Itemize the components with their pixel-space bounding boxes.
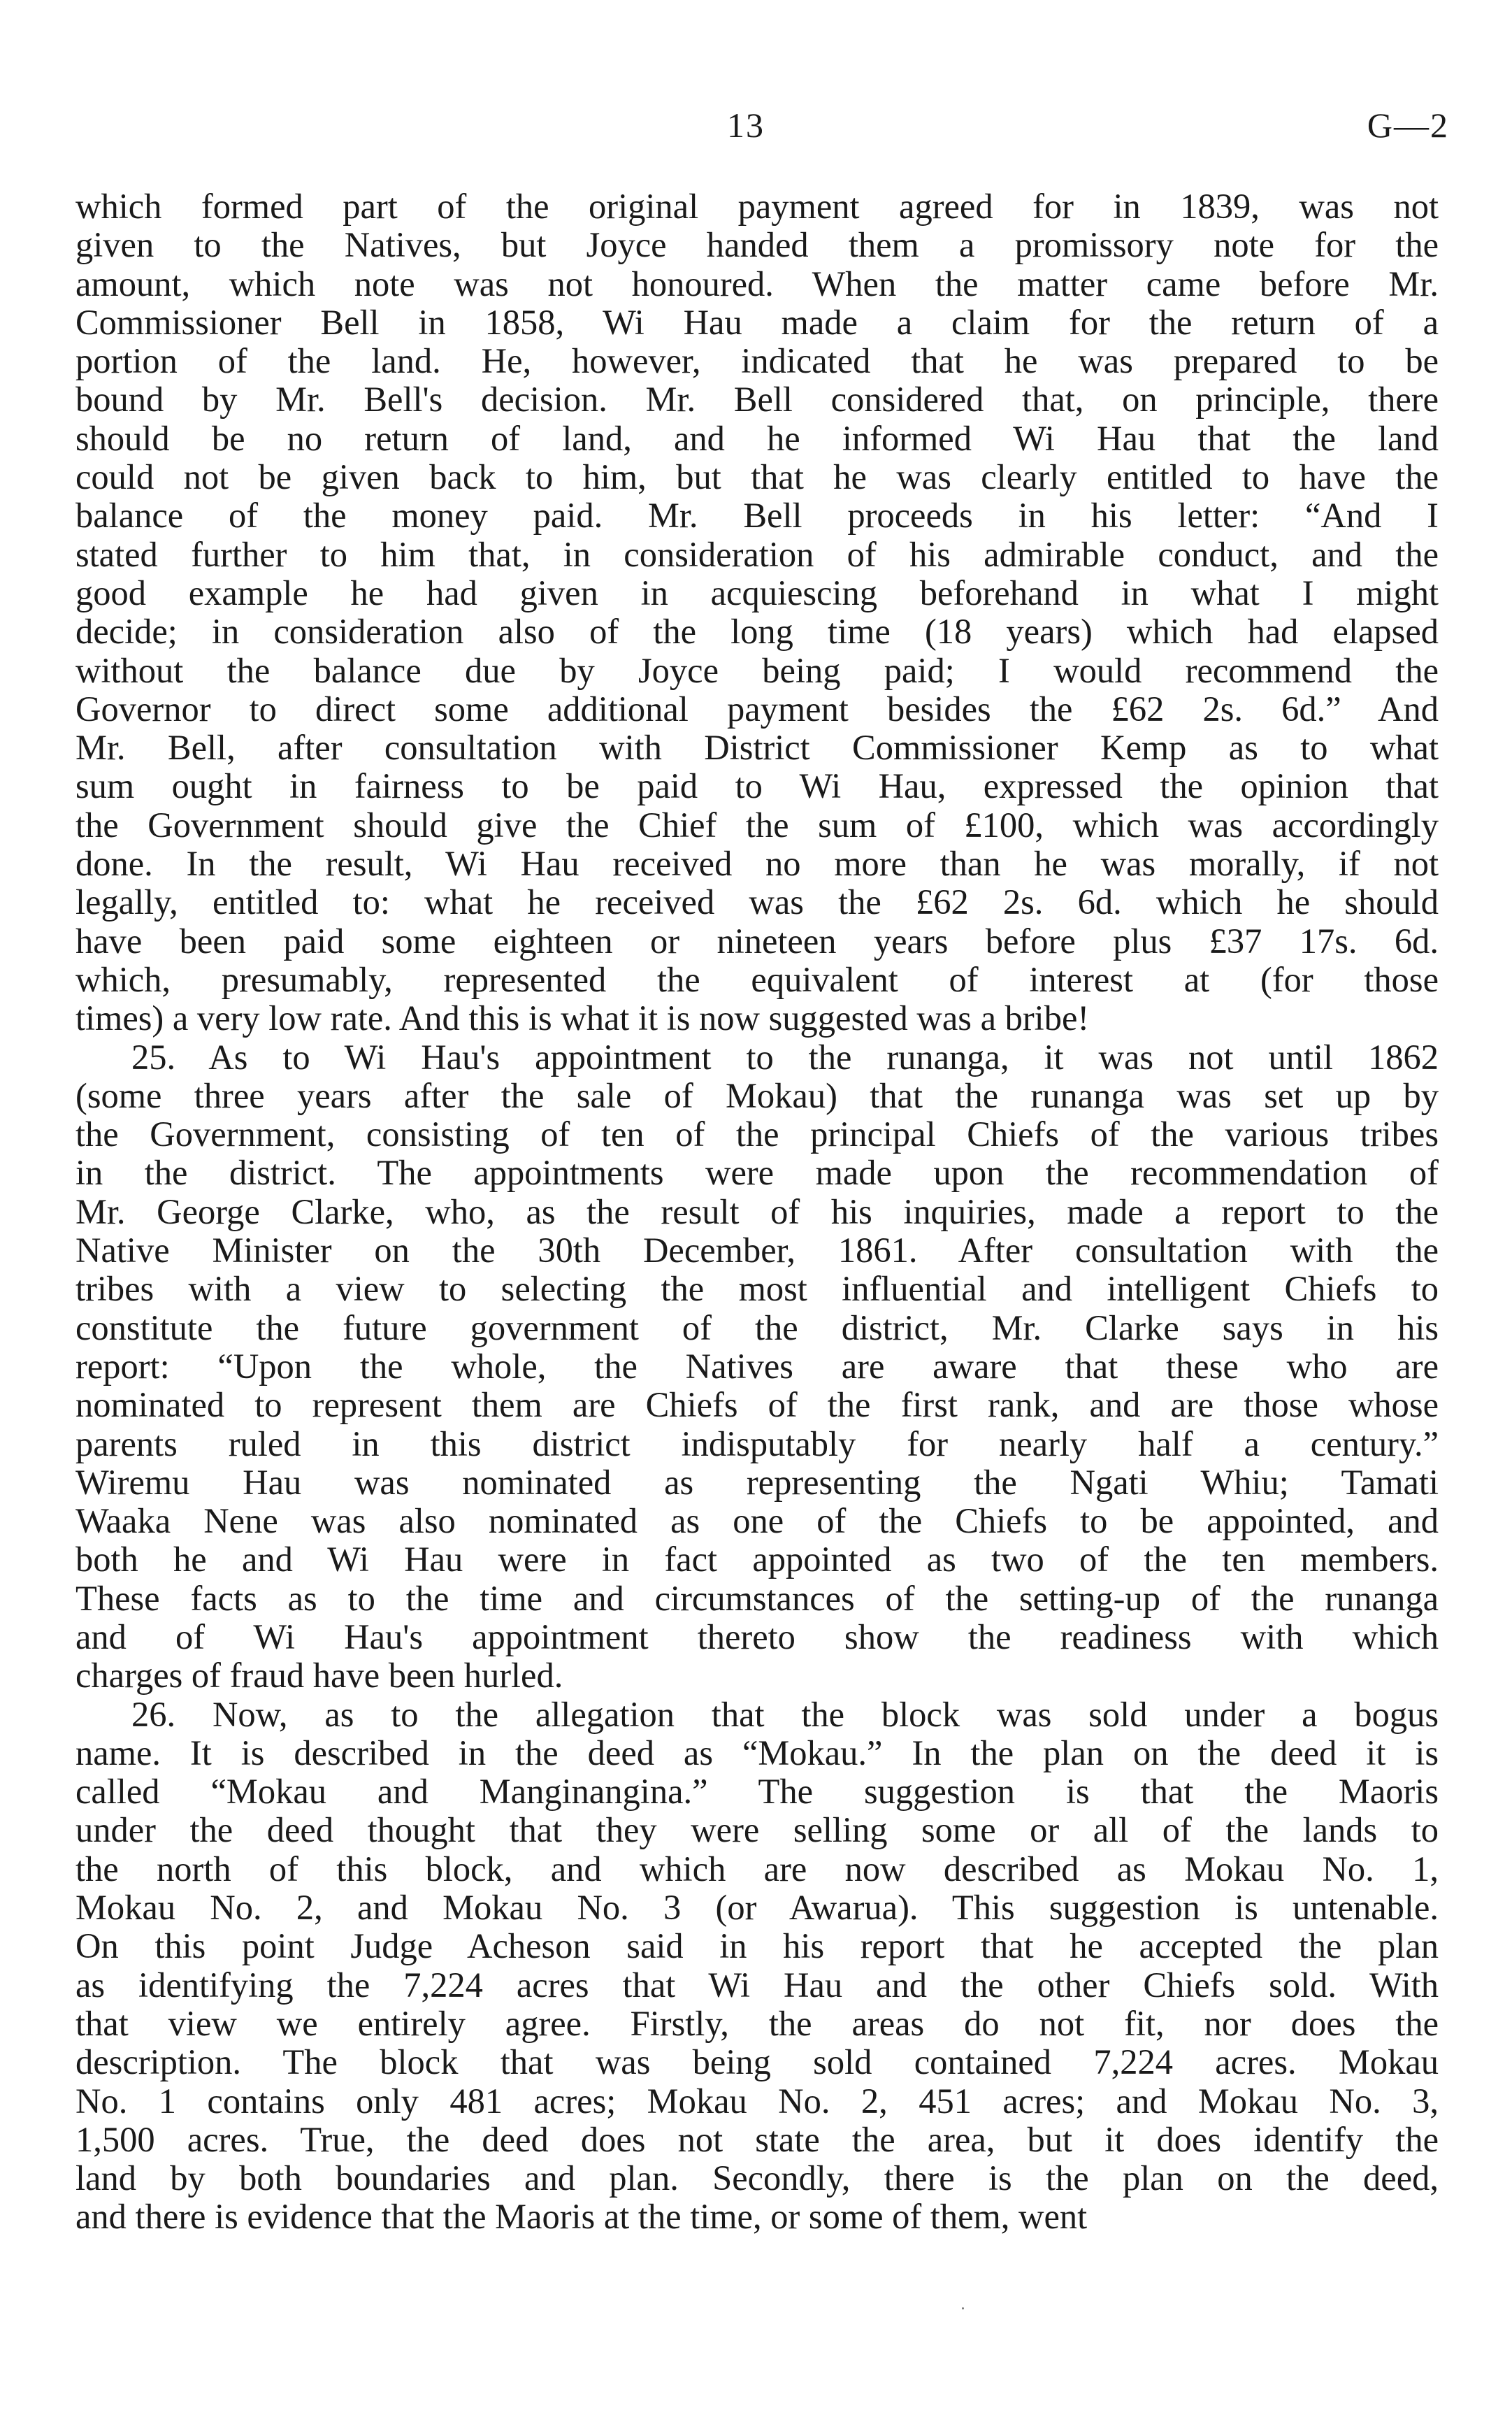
text-line: under the deed thought that they were selling some or all of the lands to: [75, 1811, 1439, 1850]
text-line: Mr. George Clarke, who, as the result of his inquiries, made a report to the: [75, 1192, 1439, 1231]
text-line: (some three years after the sale of Mokau) that the runanga was set up by: [75, 1076, 1439, 1115]
text-line: Mr. Bell, after consultation with District Commissioner Kemp as to what: [75, 729, 1439, 768]
text-line: constitute the future government of the district, Mr. Clarke says in his: [75, 1308, 1439, 1347]
text-line: tribes with a view to selecting the most influential and intelligent Chiefs to: [75, 1270, 1439, 1309]
text-line: times) a very low rate. And this is what it is now suggested was a bribe!: [75, 999, 1090, 1038]
text-line: 1,500 acres. True, the deed does not state the area, but it does identify the: [75, 2120, 1439, 2159]
text-line: On this point Judge Acheson said in his report that he accepted the plan: [75, 1927, 1439, 1966]
text-line: bound by Mr. Bell's decision. Mr. Bell considered that, on principle, there: [75, 380, 1439, 420]
text-line: balance of the money paid. Mr. Bell proceeds in his letter: “And I: [75, 496, 1439, 536]
text-line: Governor to direct some additional payment besides the £62 2s. 6d.” And: [75, 689, 1439, 729]
page-header: [0, 105, 1512, 154]
text-line: No. 1 contains only 481 acres; Mokau No. 2, 451 acres; and Mokau No. 3,: [75, 2081, 1439, 2121]
text-line: have been paid some eighteen or nineteen years before plus £37 17s. 6d.: [75, 922, 1439, 961]
paragraph: [75, 187, 1439, 1038]
text-line: that view we entirely agree. Firstly, the areas do not fit, nor does the: [75, 2004, 1439, 2043]
text-line: 26. Now, as to the allegation that the block was sold under a bogus: [131, 1695, 1439, 1734]
text-line: amount, which note was not honoured. When the matter came before Mr.: [75, 264, 1439, 303]
text-line: without the balance due by Joyce being paid; I would recommend the: [75, 651, 1439, 690]
text-line: should be no return of land, and he informed Wi Hau that the land: [75, 419, 1439, 458]
text-line: charges of fraud have been hurled.: [75, 1656, 563, 1696]
text-line: legally, entitled to: what he received was the £62 2s. 6d. which he should: [75, 883, 1439, 922]
text-line: done. In the result, Wi Hau received no more than he was morally, if not: [75, 845, 1439, 884]
text-line: and of Wi Hau's appointment thereto show the readiness with which: [75, 1617, 1439, 1656]
text-line: the north of this block, and which are now described as Mokau No. 1,: [75, 1849, 1439, 1889]
text-line: report: “Upon the whole, the Natives are aware that these who are: [75, 1347, 1439, 1386]
text-line: name. It is described in the deed as “Mokau.” In the plan on the deed it is: [75, 1733, 1439, 1772]
text-line: which, presumably, represented the equivalent of interest at (for those: [75, 960, 1439, 999]
text-line: Commissioner Bell in 1858, Wi Hau made a claim for the return of a: [75, 303, 1439, 342]
text-line: land by both boundaries and plan. Secondly, there is the plan on the deed,: [75, 2159, 1439, 2198]
paragraph: [75, 1038, 1439, 1696]
text-line: Wiremu Hau was nominated as representing the Ngati Whiu; Tamati: [75, 1463, 1439, 1502]
scan-speck: [962, 2307, 964, 2309]
text-line: given to the Natives, but Joyce handed them a promissory note for the: [75, 226, 1439, 265]
text-line: and there is evidence that the Maoris at the time, or some of them, went: [75, 2198, 1088, 2237]
text-line: both he and Wi Hau were in fact appointed as two of the ten members.: [75, 1540, 1439, 1579]
document-reference: G—2: [1367, 106, 1449, 145]
page-number: 13: [727, 106, 765, 145]
text-line: could not be given back to him, but that he was clearly entitled to have the: [75, 458, 1439, 497]
paragraph: [75, 1696, 1439, 2237]
text-line: the Government, consisting of ten of the principal Chiefs of the various tribes: [75, 1115, 1439, 1154]
body-text: [75, 187, 1439, 2237]
text-line: sum ought in fairness to be paid to Wi Hau, expressed the opinion that: [75, 767, 1439, 806]
text-line: parents ruled in this district indisputably for nearly half a century.”: [75, 1424, 1439, 1463]
text-line: in the district. The appointments were made upon the recommendation of: [75, 1154, 1439, 1193]
text-line: 25. As to Wi Hau's appointment to the runanga, it was not until 1862: [131, 1038, 1439, 1077]
text-line: Waaka Nene was also nominated as one of the Chiefs to be appointed, and: [75, 1502, 1439, 1541]
text-line: Native Minister on the 30th December, 1861. After consultation with the: [75, 1231, 1439, 1270]
text-line: the Government should give the Chief the sum of £100, which was accordingly: [75, 805, 1439, 845]
text-line: description. The block that was being sold contained 7,224 acres. Mokau: [75, 2043, 1439, 2082]
text-line: as identifying the 7,224 acres that Wi Hau and the other Chiefs sold. With: [75, 1965, 1439, 2005]
text-line: called “Mokau and Manginangina.” The suggestion is that the Maoris: [75, 1772, 1439, 1812]
text-line: Mokau No. 2, and Mokau No. 3 (or Awarua). This suggestion is untenable.: [75, 1889, 1439, 1928]
text-line: stated further to him that, in consideration of his admirable conduct, and the: [75, 535, 1439, 574]
text-line: which formed part of the original payment agreed for in 1839, was not: [75, 187, 1439, 226]
text-line: portion of the land. He, however, indicated that he was prepared to be: [75, 342, 1439, 381]
text-line: good example he had given in acquiescing beforehand in what I might: [75, 573, 1439, 612]
text-line: nominated to represent them are Chiefs of the first rank, and are those whose: [75, 1386, 1439, 1425]
text-line: decide; in consideration also of the long time (18 years) which had elapsed: [75, 612, 1439, 652]
text-line: These facts as to the time and circumstances of the setting-up of the runanga: [75, 1579, 1439, 1618]
